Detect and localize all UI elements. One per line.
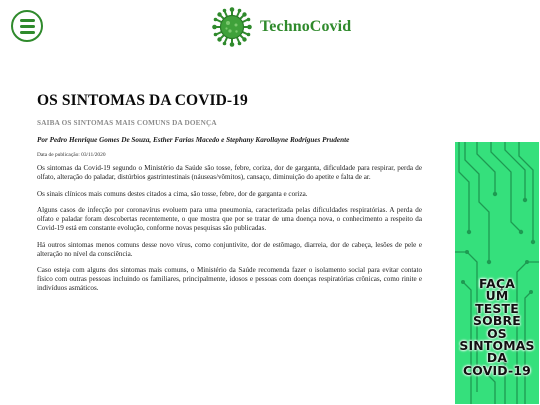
ad-text-line: SINTOMAS — [459, 338, 535, 354]
hamburger-menu-icon-bar — [20, 31, 35, 34]
site-logo[interactable] — [212, 7, 351, 47]
menu-button[interactable] — [11, 10, 43, 42]
virus-icon — [212, 7, 252, 47]
article-authors: Por Pedro Henrique Gomes De Souza, Esther Farias Macedo e Stephany Karollayne Rodrigues Prudente — [37, 136, 350, 144]
ad-text-line: COVID-19 — [463, 362, 531, 378]
ad-text-line: TESTE — [475, 300, 519, 316]
ad-text-line: SOBRE — [473, 313, 521, 329]
test-symptoms-ad-banner[interactable] — [455, 142, 539, 404]
ad-text-line: OS — [487, 325, 507, 341]
ad-text-line: DA — [486, 350, 508, 366]
article — [37, 92, 422, 301]
ad-text-line: UM — [485, 288, 509, 304]
article-paragraph-less-common: Há outros sintomas menos comuns desse novo vírus, como conjuntivite, dor de estômago, diarreia, dor de cabeça, lesões de pele e alteração no nível da consciência. — [37, 240, 422, 258]
article-paragraph-pneumonia: Alguns casos de infecção por coronavírus evoluem para uma pneumonia, caracterizada pelas dificuldades respiratórias. A perda de olfato e paladar foram descobertas recentemente, o que mostra que por se tratar de uma doença nova, o conhecimento a respeito da Covid-19 está em constante evolução, conforme novas pesquisas são publicadas. — [37, 205, 422, 233]
article-paragraph-recommendation: Caso esteja com alguns dos sintomas mais comuns, o Ministério da Saúde recomenda fazer o isolamento social para evitar contato físico com outras pessoas incluindo os familiares, principalmente, idosos e pessoas com doenças respiratórias crônicas, como rinite e indivíduos asmáticos. — [37, 266, 422, 293]
hamburger-menu-icon-bar — [20, 25, 35, 28]
article-paragraph-symptoms: Os sintomas da Covid-19 segundo o Ministério da Saúde são tosse, febre, coriza, dor de garganta, dificuldade para respirar, perda de olfato, alteração do paladar, distúrbios gastrintestinais (náuseas/vômitos), cansaço, diminuição do apetite e falta de ar. — [37, 164, 422, 182]
page-title: OS SINTOMAS DA COVID-19 — [37, 92, 248, 109]
ad-text — [455, 278, 539, 377]
article-subtitle: SAIBA OS SINTOMAS MAIS COMUNS DA DOENÇA — [37, 119, 217, 127]
logo-text: TechnoCovid — [260, 18, 352, 35]
hamburger-menu-icon — [20, 19, 35, 22]
article-paragraph-common-signs: Os sinais clínicos mais comuns destes citados a cima, são tosse, febre, dor de garganta e coriza. — [37, 189, 308, 198]
publication-date: Data de publicação: 03/11/2020 — [37, 152, 106, 158]
ad-text-line: FAÇA — [478, 276, 516, 291]
